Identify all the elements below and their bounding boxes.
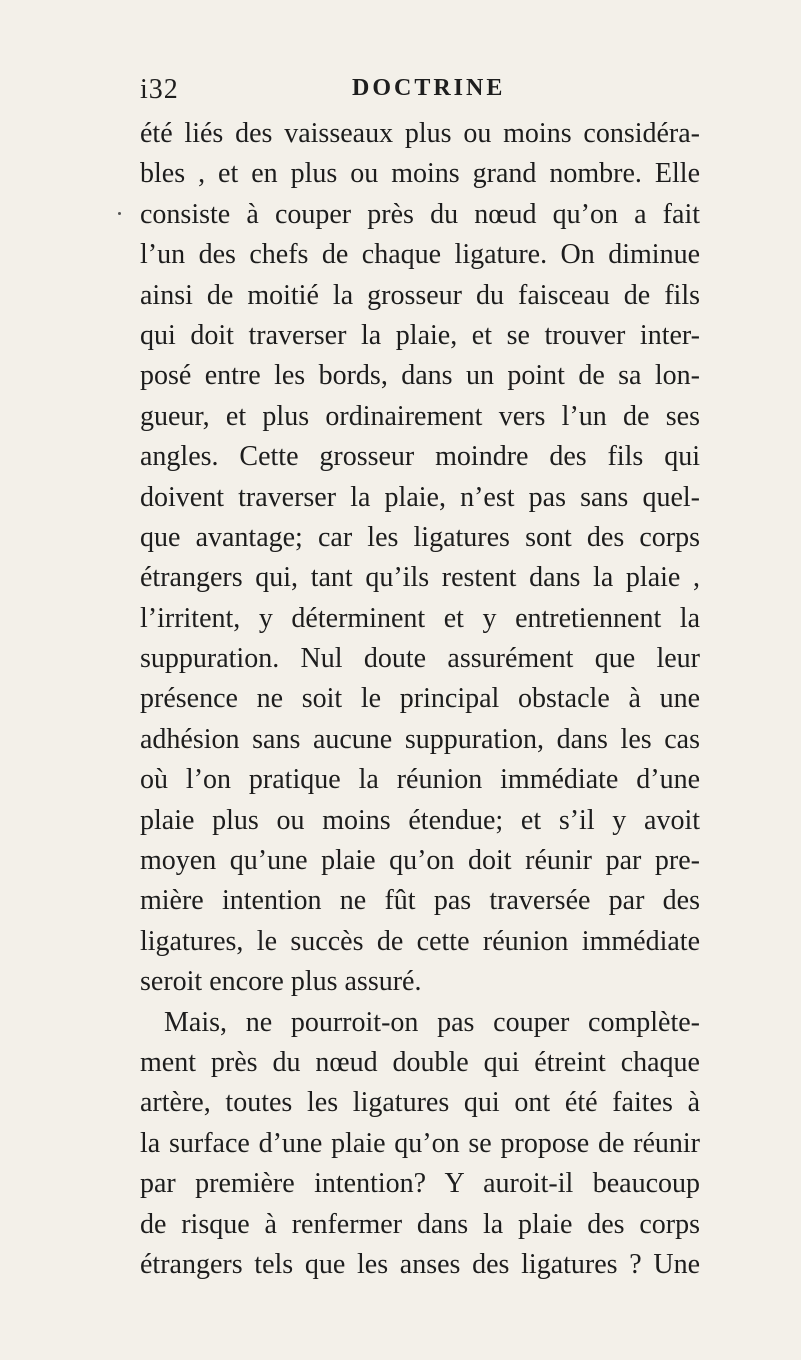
text-line: plaie plus ou moins étendue; et s’il y avoit	[140, 804, 700, 836]
text-line: ainsi de moitié la grosseur du faisceau de fils	[140, 279, 700, 311]
body-text	[140, 114, 700, 1285]
section-title: DOCTRINE	[352, 75, 506, 101]
text-line: étrangers qui, tant qu’ils restent dans la plaie ,	[140, 562, 700, 594]
text-line: été liés des vaisseaux plus ou moins considéra-	[140, 118, 700, 149]
text-line: de risque à renfermer dans la plaie des corps	[140, 1208, 700, 1240]
text-line: qui doit traverser la plaie, et se trouver inter-	[140, 319, 700, 351]
text-line: artère, toutes les ligatures qui ont été faites à	[140, 1087, 700, 1119]
text-line: doivent traverser la plaie, n’est pas sans quel-	[140, 481, 700, 513]
text-line: consiste à couper près du nœud qu’on a fait	[140, 198, 700, 230]
text-line: étrangers tels que les anses des ligatures ? Une	[140, 1248, 700, 1280]
paragraph-start-line: Mais, ne pourroit-on pas couper complète-	[164, 1006, 700, 1038]
text-line: adhésion sans aucune suppuration, dans les cas	[140, 723, 700, 755]
text-line: l’un des chefs de chaque ligature. On diminue	[140, 239, 700, 271]
page-number: i32	[140, 74, 179, 105]
running-head	[140, 74, 700, 114]
text-line: par première intention? Y auroit-il beaucoup	[140, 1168, 700, 1200]
text-line: que avantage; car les ligatures sont des corps	[140, 521, 700, 553]
text-line: présence ne soit le principal obstacle à une	[140, 683, 700, 715]
paragraph-end-line: seroit encore plus assuré.	[140, 966, 422, 998]
text-line: posé entre les bords, dans un point de sa lon-	[140, 360, 700, 392]
text-line: gueur, et plus ordinairement vers l’un de ses	[140, 400, 700, 432]
text-line: où l’on pratique la réunion immédiate d’une	[140, 764, 700, 796]
text-line: ment près du nœud double qui étreint chaque	[140, 1046, 700, 1078]
text-line: mière intention ne fût pas traversée par des	[140, 885, 700, 917]
text-line: la surface d’une plaie qu’on se propose de réunir	[140, 1127, 700, 1159]
text-line: moyen qu’une plaie qu’on doit réunir par pre-	[140, 845, 700, 877]
text-line: angles. Cette grosseur moindre des fils qui	[140, 441, 700, 473]
text-line: l’irritent, y déterminent et y entretiennent la	[140, 602, 700, 634]
ink-speck	[118, 212, 121, 215]
text-line: ligatures, le succès de cette réunion immédiate	[140, 925, 700, 957]
text-line: bles , et en plus ou moins grand nombre. Elle	[140, 158, 700, 190]
text-line: suppuration. Nul doute assurément que leur	[140, 643, 700, 675]
